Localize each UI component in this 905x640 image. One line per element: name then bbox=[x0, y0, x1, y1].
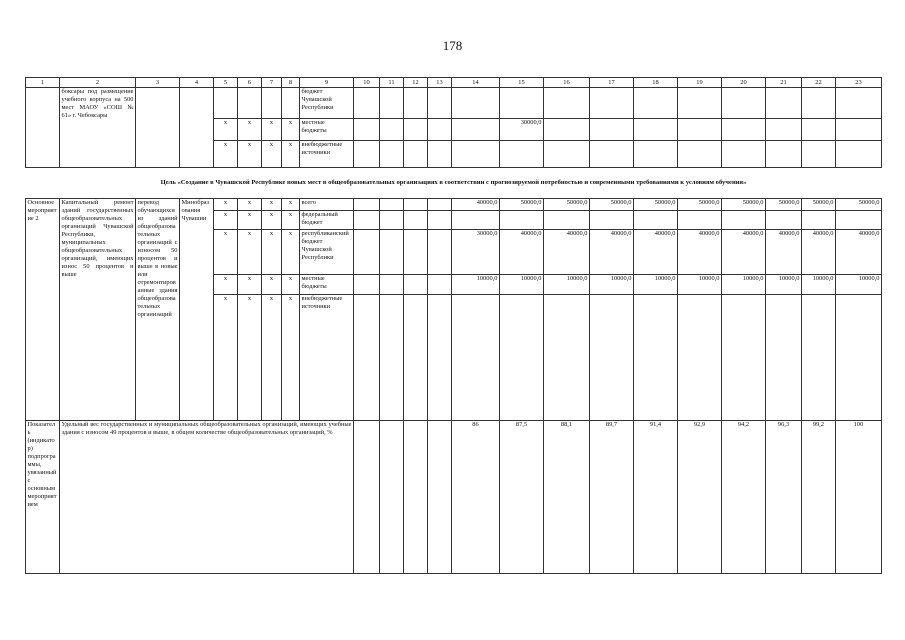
value-cell bbox=[634, 295, 678, 421]
value-cell bbox=[354, 211, 380, 230]
value-cell bbox=[428, 141, 452, 168]
table-row bbox=[26, 88, 882, 119]
funding-source-cell: местные бюджеты bbox=[300, 119, 354, 141]
value-cell bbox=[544, 211, 590, 230]
value-cell bbox=[766, 211, 802, 230]
value-cell: 40000,0 bbox=[802, 230, 836, 275]
funding-source-cell: республиканский бюджет Чувашской Республики bbox=[300, 230, 354, 275]
value-cell: 96,3 bbox=[766, 421, 802, 574]
value-cell bbox=[590, 211, 634, 230]
value-cell bbox=[722, 119, 766, 141]
page-number: 178 bbox=[442, 38, 463, 53]
value-cell bbox=[404, 421, 428, 574]
mark-cell: x bbox=[282, 141, 300, 168]
value-cell bbox=[590, 119, 634, 141]
value-cell bbox=[428, 230, 452, 275]
value-cell: 50000,0 bbox=[590, 199, 634, 211]
value-cell bbox=[380, 230, 404, 275]
mark-cell: x bbox=[214, 230, 238, 275]
value-cell bbox=[452, 295, 500, 421]
value-cell bbox=[428, 199, 452, 211]
value-cell: 10000,0 bbox=[500, 275, 544, 295]
value-cell bbox=[404, 119, 428, 141]
value-cell bbox=[802, 141, 836, 168]
column-number: 6 bbox=[238, 78, 262, 88]
mark-cell: x bbox=[214, 141, 238, 168]
value-cell: 40000,0 bbox=[590, 230, 634, 275]
mark-cell: x bbox=[282, 199, 300, 211]
value-cell bbox=[354, 421, 380, 574]
value-cell bbox=[354, 88, 380, 119]
indicator-label-cell: Показатель (индикатор) подпрограммы, увязанный с основным мероприятием bbox=[26, 421, 60, 574]
value-cell: 89,7 bbox=[590, 421, 634, 574]
value-cell: 50000,0 bbox=[678, 199, 722, 211]
value-cell: 10000,0 bbox=[634, 275, 678, 295]
value-cell bbox=[678, 211, 722, 230]
value-cell bbox=[722, 295, 766, 421]
mark-cell bbox=[282, 88, 300, 119]
column-number: 18 bbox=[634, 78, 678, 88]
empty-cell bbox=[180, 88, 214, 168]
value-cell bbox=[380, 275, 404, 295]
mark-cell: x bbox=[238, 295, 262, 421]
value-cell: 50000,0 bbox=[634, 199, 678, 211]
mark-cell: x bbox=[262, 211, 282, 230]
value-cell bbox=[404, 230, 428, 275]
value-cell bbox=[766, 141, 802, 168]
mark-cell: x bbox=[214, 275, 238, 295]
column-number-row bbox=[26, 78, 882, 88]
value-cell bbox=[452, 141, 500, 168]
value-cell: 91,4 bbox=[634, 421, 678, 574]
value-cell: 10000,0 bbox=[722, 275, 766, 295]
value-cell bbox=[404, 211, 428, 230]
value-cell bbox=[380, 295, 404, 421]
column-number: 5 bbox=[214, 78, 238, 88]
goal-row bbox=[26, 168, 882, 199]
value-cell: 10000,0 bbox=[766, 275, 802, 295]
value-cell bbox=[428, 421, 452, 574]
value-cell bbox=[722, 211, 766, 230]
value-cell bbox=[404, 275, 428, 295]
value-cell bbox=[634, 88, 678, 119]
value-cell: 88,1 bbox=[544, 421, 590, 574]
value-cell bbox=[500, 88, 544, 119]
value-cell bbox=[634, 119, 678, 141]
mark-cell: x bbox=[214, 211, 238, 230]
mark-cell: x bbox=[282, 119, 300, 141]
value-cell: 50000,0 bbox=[802, 199, 836, 211]
value-cell bbox=[802, 211, 836, 230]
column-number: 14 bbox=[452, 78, 500, 88]
indicator-row bbox=[26, 421, 882, 574]
value-cell bbox=[500, 141, 544, 168]
value-cell bbox=[354, 275, 380, 295]
column-number: 2 bbox=[60, 78, 136, 88]
value-cell: 40000,0 bbox=[500, 230, 544, 275]
table-row bbox=[26, 199, 882, 211]
value-cell: 10000,0 bbox=[802, 275, 836, 295]
value-cell bbox=[500, 211, 544, 230]
mark-cell: x bbox=[238, 211, 262, 230]
value-cell bbox=[380, 199, 404, 211]
funding-source-cell: бюджет Чувашской Республики bbox=[300, 88, 354, 119]
mark-cell: x bbox=[282, 295, 300, 421]
value-cell bbox=[354, 119, 380, 141]
value-cell bbox=[544, 141, 590, 168]
mark-cell: x bbox=[262, 119, 282, 141]
value-cell: 50000,0 bbox=[836, 199, 882, 211]
mark-cell: x bbox=[262, 141, 282, 168]
column-number: 16 bbox=[544, 78, 590, 88]
value-cell bbox=[836, 141, 882, 168]
column-number: 9 bbox=[300, 78, 354, 88]
mark-cell: x bbox=[262, 275, 282, 295]
mark-cell: x bbox=[238, 119, 262, 141]
activity-goal-cell: перевод обучающихся из зданий общеобразовательных организаций с износом 50 процентов и выше в новые или отремонтированные здания общеобразовательных организаций bbox=[136, 199, 180, 421]
mark-cell: x bbox=[214, 199, 238, 211]
value-cell bbox=[634, 141, 678, 168]
value-cell: 100 bbox=[836, 421, 882, 574]
column-number: 13 bbox=[428, 78, 452, 88]
mark-cell: x bbox=[214, 119, 238, 141]
value-cell: 40000,0 bbox=[678, 230, 722, 275]
mark-cell: x bbox=[282, 275, 300, 295]
empty-cell bbox=[136, 88, 180, 168]
value-cell: 10000,0 bbox=[590, 275, 634, 295]
value-cell: 40000,0 bbox=[634, 230, 678, 275]
value-cell bbox=[354, 199, 380, 211]
value-cell: 10000,0 bbox=[452, 275, 500, 295]
value-cell bbox=[452, 211, 500, 230]
mark-cell: x bbox=[282, 211, 300, 230]
value-cell: 40000,0 bbox=[544, 230, 590, 275]
activity-label-cell: Основное мероприятие 2 bbox=[26, 199, 60, 421]
value-cell bbox=[380, 88, 404, 119]
value-cell: 86 bbox=[452, 421, 500, 574]
value-cell bbox=[544, 119, 590, 141]
value-cell bbox=[544, 88, 590, 119]
value-cell bbox=[380, 141, 404, 168]
value-cell: 50000,0 bbox=[722, 199, 766, 211]
value-cell bbox=[404, 141, 428, 168]
value-cell: 92,9 bbox=[678, 421, 722, 574]
value-cell bbox=[678, 141, 722, 168]
item-name-cell: боксары под размещение учебного корпуса на 500 мест МАОУ «СОШ № 61» г. Чебоксары bbox=[60, 88, 136, 168]
column-number: 21 bbox=[766, 78, 802, 88]
value-cell bbox=[544, 295, 590, 421]
value-cell bbox=[766, 119, 802, 141]
funding-source-cell: федеральный бюджет bbox=[300, 211, 354, 230]
mark-cell: x bbox=[238, 141, 262, 168]
column-number: 23 bbox=[836, 78, 882, 88]
funding-source-cell: местные бюджеты bbox=[300, 275, 354, 295]
value-cell bbox=[802, 119, 836, 141]
value-cell: 30000,0 bbox=[452, 230, 500, 275]
value-cell: 10000,0 bbox=[678, 275, 722, 295]
value-cell bbox=[428, 88, 452, 119]
funding-source-cell: внебюджетные источники bbox=[300, 295, 354, 421]
column-number: 11 bbox=[380, 78, 404, 88]
value-cell bbox=[354, 230, 380, 275]
value-cell bbox=[590, 88, 634, 119]
column-number: 7 bbox=[262, 78, 282, 88]
value-cell bbox=[452, 119, 500, 141]
value-cell bbox=[404, 295, 428, 421]
value-cell bbox=[678, 119, 722, 141]
column-number: 8 bbox=[282, 78, 300, 88]
budget-table bbox=[25, 77, 882, 574]
value-cell: 50000,0 bbox=[500, 199, 544, 211]
value-cell bbox=[722, 88, 766, 119]
column-number: 20 bbox=[722, 78, 766, 88]
column-number: 4 bbox=[180, 78, 214, 88]
column-number: 15 bbox=[500, 78, 544, 88]
value-cell: 87,5 bbox=[500, 421, 544, 574]
indicator-text-cell: Удельный вес государственных и муниципальных общеобразовательных организаций, имеющих учебные здания с износом 49 процентов и выше, в общем количестве общеобразовательных организаций, % bbox=[60, 421, 354, 574]
value-cell: 40000,0 bbox=[766, 230, 802, 275]
mark-cell bbox=[238, 88, 262, 119]
value-cell bbox=[404, 199, 428, 211]
mark-cell: x bbox=[282, 230, 300, 275]
value-cell bbox=[500, 295, 544, 421]
column-number: 19 bbox=[678, 78, 722, 88]
value-cell: 50000,0 bbox=[766, 199, 802, 211]
value-cell: 30000,0 bbox=[500, 119, 544, 141]
value-cell bbox=[590, 295, 634, 421]
value-cell bbox=[802, 295, 836, 421]
value-cell bbox=[452, 88, 500, 119]
goal-text: Цель «Создание в Чувашской Республике новых мест в общеобразовательных организациях в соответствии с прогнозируемой потребностью и современными требованиями к условиям обучения» bbox=[26, 168, 882, 199]
column-number: 1 bbox=[26, 78, 60, 88]
mark-cell: x bbox=[214, 295, 238, 421]
value-cell: 40000,0 bbox=[722, 230, 766, 275]
value-cell: 94,2 bbox=[722, 421, 766, 574]
value-cell: 40000,0 bbox=[836, 230, 882, 275]
activity-name-cell: Капитальный ремонт зданий государственных общеобразовательных организаций Чувашской Республики, муниципальных общеобразовательных организаций, имеющих износ 50 процентов и выше bbox=[60, 199, 136, 421]
value-cell: 10000,0 bbox=[836, 275, 882, 295]
mark-cell bbox=[262, 88, 282, 119]
mark-cell: x bbox=[238, 275, 262, 295]
value-cell bbox=[836, 119, 882, 141]
mark-cell: x bbox=[262, 230, 282, 275]
value-cell bbox=[722, 141, 766, 168]
executor-cell: Минобразования Чувашии bbox=[180, 199, 214, 421]
value-cell bbox=[428, 295, 452, 421]
value-cell bbox=[836, 295, 882, 421]
column-number: 12 bbox=[404, 78, 428, 88]
mark-cell: x bbox=[262, 295, 282, 421]
value-cell bbox=[802, 88, 836, 119]
value-cell: 50000,0 bbox=[544, 199, 590, 211]
value-cell bbox=[836, 211, 882, 230]
value-cell bbox=[380, 211, 404, 230]
value-cell bbox=[766, 295, 802, 421]
mark-cell: x bbox=[262, 199, 282, 211]
value-cell bbox=[766, 88, 802, 119]
mark-cell: x bbox=[238, 199, 262, 211]
empty-cell bbox=[26, 88, 60, 168]
value-cell bbox=[836, 88, 882, 119]
column-number: 3 bbox=[136, 78, 180, 88]
value-cell bbox=[380, 421, 404, 574]
value-cell bbox=[590, 141, 634, 168]
value-cell bbox=[354, 295, 380, 421]
value-cell bbox=[634, 211, 678, 230]
value-cell bbox=[428, 119, 452, 141]
mark-cell bbox=[214, 88, 238, 119]
value-cell bbox=[428, 211, 452, 230]
value-cell bbox=[678, 295, 722, 421]
value-cell: 99,2 bbox=[802, 421, 836, 574]
mark-cell: x bbox=[238, 230, 262, 275]
value-cell: 40000,0 bbox=[452, 199, 500, 211]
value-cell: 10000,0 bbox=[544, 275, 590, 295]
funding-source-cell: внебюджетные источники bbox=[300, 141, 354, 168]
value-cell bbox=[354, 141, 380, 168]
value-cell bbox=[428, 275, 452, 295]
column-number: 22 bbox=[802, 78, 836, 88]
column-number: 10 bbox=[354, 78, 380, 88]
value-cell bbox=[380, 119, 404, 141]
value-cell bbox=[678, 88, 722, 119]
column-number: 17 bbox=[590, 78, 634, 88]
funding-source-cell: всего bbox=[300, 199, 354, 211]
value-cell bbox=[404, 88, 428, 119]
